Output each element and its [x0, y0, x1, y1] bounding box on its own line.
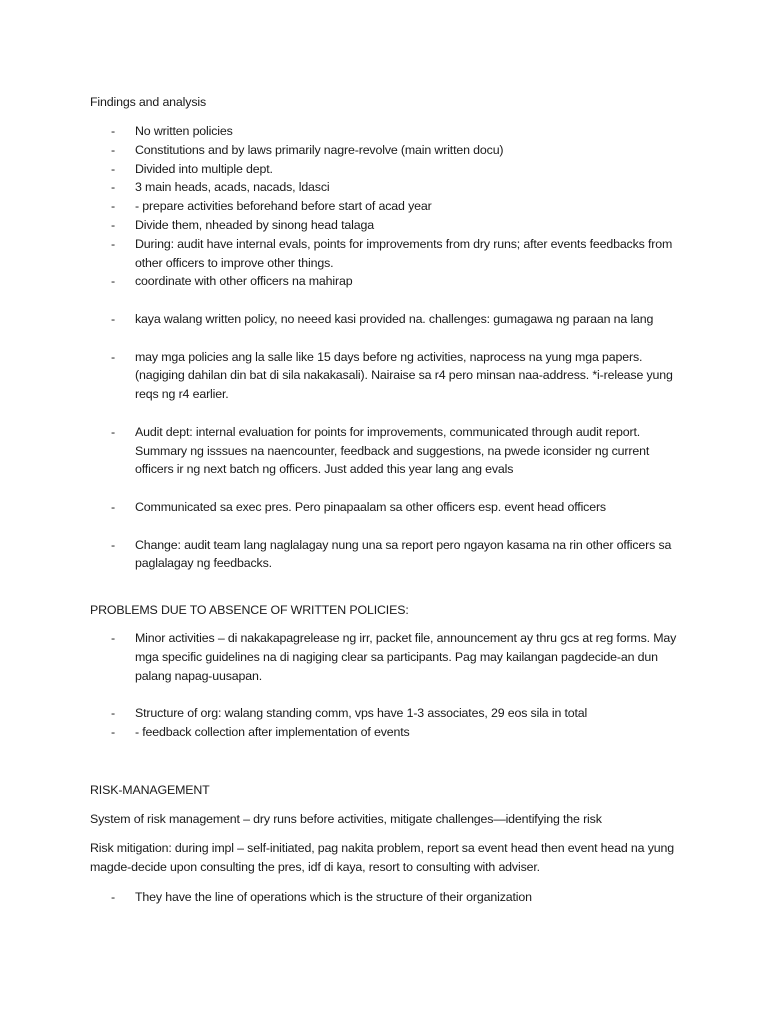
bullet-dash: -: [111, 890, 115, 904]
list-item: [0, 160, 768, 179]
list-item-text: may mga policies ang la salle like 15 days before ng activities, naprocess na yung mga papers. (nagiging dahilan din bat di sila nakakasali). Nairaise sa r4 pero minsan naa-address. *i-release yung reqs ng r4 earlier.: [135, 349, 673, 402]
list-item: [0, 235, 768, 273]
list-item-text: Divide them, nheaded by sinong head talaga: [135, 217, 374, 232]
bullet-dash: -: [111, 349, 115, 364]
bullet-dash: -: [111, 161, 115, 176]
list-item-text: - prepare activities beforehand before start of acad year: [135, 199, 432, 214]
list-item-text: Change: audit team lang naglalagay nung una sa report pero ngayon kasama na rin other officers sa paglalagay ng feedbacks.: [135, 537, 672, 571]
list-item: [0, 178, 768, 197]
bullet-dash: -: [111, 706, 115, 721]
list-item-text: No written policies: [135, 124, 233, 138]
list-item: [0, 498, 768, 517]
list-item: [0, 888, 768, 907]
list-item-text: Divided into multiple dept.: [135, 161, 273, 176]
bullet-dash: -: [111, 142, 115, 157]
bullet-dash: -: [111, 499, 115, 514]
list-item: [0, 629, 768, 685]
list-item-text: - feedback collection after implementation of events: [135, 724, 410, 739]
list-item: [0, 423, 768, 479]
list-item-text: Structure of org: walang standing comm, vps have 1-3 associates, 29 eos sila in total: [135, 706, 588, 721]
risk-mitigation-paragraph: Risk mitigation: during impl – self-initiated, pag nakita problem, report sa event head then event head na yung magde-decide upon consulting the pres, idf di kaya, resort to consulting with adviser.: [90, 841, 674, 874]
list-item-text: They have the line of operations which is the structure of their organization: [135, 890, 532, 904]
bullet-dash: -: [111, 236, 115, 251]
risk-heading: RISK-MANAGEMENT: [90, 783, 210, 797]
bullet-dash: -: [111, 124, 115, 138]
list-item: [0, 536, 768, 574]
list-item-text: 3 main heads, acads, nacads, ldasci: [135, 180, 330, 195]
list-item-text: kaya walang written policy, no neeed kasi provided na. challenges: gumagawa ng paraan na lang: [135, 311, 654, 326]
list-item: [0, 723, 768, 742]
list-item: [0, 272, 768, 291]
list-item: [0, 348, 768, 404]
list-item: [0, 704, 768, 723]
bullet-dash: -: [111, 724, 115, 739]
list-item-text: coordinate with other officers na mahirap: [135, 274, 353, 289]
list-item-text: Constitutions and by laws primarily nagre-revolve (main written docu): [135, 142, 504, 157]
bullet-dash: -: [111, 311, 115, 326]
risk-system-paragraph: System of risk management – dry runs before activities, mitigate challenges—identifying the risk: [90, 812, 602, 826]
list-item: [0, 122, 768, 141]
problems-heading: PROBLEMS DUE TO ABSENCE OF WRITTEN POLICIES:: [90, 603, 409, 617]
problems-list: [0, 629, 768, 742]
bullet-dash: -: [111, 274, 115, 289]
list-item: [0, 216, 768, 235]
findings-heading: Findings and analysis: [90, 95, 207, 109]
bullet-dash: -: [111, 199, 115, 214]
findings-list: [0, 122, 768, 573]
list-item-text: Minor activities – di nakakapagrelease ng irr, packet file, announcement ay thru gcs at reg forms. May mga specific guidelines na di nagiging clear sa participants. Pag may kailangan pagdecide-an dun palang napag-uusapan.: [135, 631, 677, 683]
list-item-text: Communicated sa exec pres. Pero pinapaalam sa other officers esp. event head officers: [135, 499, 606, 514]
list-item-text: During: audit have internal evals, points for improvements from dry runs; after events feedbacks from other officers to improve other things.: [135, 236, 673, 270]
list-item: [0, 197, 768, 216]
list-item: [0, 141, 768, 160]
risk-list: [0, 888, 768, 907]
bullet-dash: -: [111, 631, 115, 645]
list-item: [0, 310, 768, 329]
bullet-dash: -: [111, 537, 115, 552]
bullet-dash: -: [111, 180, 115, 195]
bullet-dash: -: [111, 217, 115, 232]
bullet-dash: -: [111, 424, 115, 439]
list-item-text: Audit dept: internal evaluation for points for improvements, communicated through audit report. Summary ng isssues na naencounter, feedback and suggestions, na pwede iconsider ng current officers ir ng next batch ng officers. Just added this year lang ang evals: [135, 424, 650, 477]
